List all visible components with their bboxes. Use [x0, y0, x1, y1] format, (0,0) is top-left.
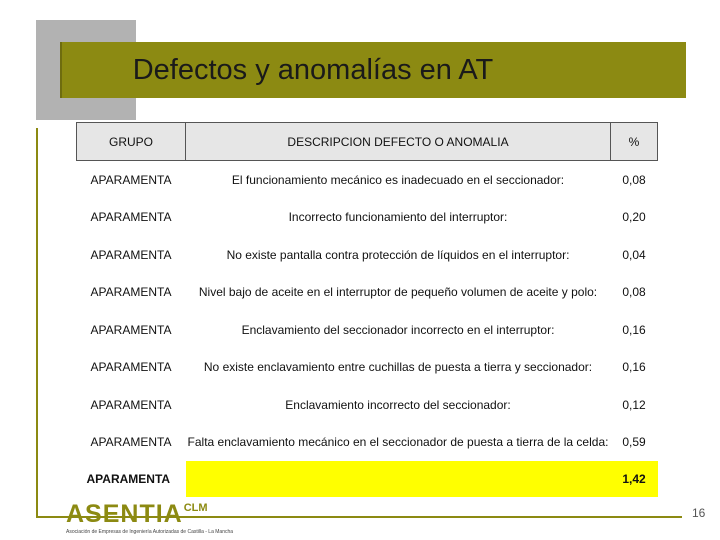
cell-pct: 0,12 [622, 397, 646, 412]
cell-grupo: APARAMENTA [90, 435, 172, 450]
cell-grupo: APARAMENTA [90, 210, 172, 225]
cell-descripcion: Falta enclavamiento mecánico en el seccionador de puesta a tierra de la celda: [187, 435, 609, 450]
cell-pct: 0,16 [622, 360, 646, 375]
table-row [77, 199, 658, 237]
cell-pct: 0,08 [622, 285, 646, 300]
table-header-row [77, 123, 658, 161]
cell-descripcion: Enclavamiento del seccionador incorrecto en el interruptor: [241, 322, 555, 337]
header-descripcion: DESCRIPCION DEFECTO O ANOMALIA [186, 123, 611, 161]
table-row [77, 424, 658, 462]
asentia-logo [66, 500, 208, 529]
cell-descripcion: No existe pantalla contra protección de líquidos en el interruptor: [226, 247, 570, 262]
cell-descripcion: Enclavamiento incorrecto del seccionador: [285, 397, 511, 412]
cell-pct: 0,20 [622, 210, 646, 225]
total-pct: 1,42 [611, 461, 658, 497]
total-blank [186, 461, 611, 497]
slide-title: Defectos y anomalías en AT [132, 53, 494, 86]
cell-grupo: APARAMENTA [90, 247, 172, 262]
cell-grupo: APARAMENTA [90, 172, 172, 187]
table-row [77, 311, 658, 349]
cell-pct: 0,59 [622, 435, 646, 450]
cell-grupo: APARAMENTA [90, 285, 172, 300]
total-row [77, 461, 658, 497]
cell-descripcion: El funcionamiento mecánico es inadecuado en el seccionador: [231, 172, 565, 187]
left-rule [36, 128, 38, 518]
logo-name: ASENTIA [66, 500, 183, 528]
cell-pct: 0,08 [622, 172, 646, 187]
page-number: 16 [692, 506, 706, 520]
cell-grupo: APARAMENTA [90, 360, 172, 375]
table-row [77, 274, 658, 312]
logo-subtitle: Asociación de Empresas de Ingeniería Autorizadas de Castilla - La Mancha [66, 529, 234, 535]
table-row [77, 386, 658, 424]
header-grupo: GRUPO [77, 123, 186, 161]
table-row [77, 236, 658, 274]
cell-descripcion: No existe enclavamiento entre cuchillas de puesta a tierra y seccionador: [203, 360, 593, 375]
defects-table [76, 122, 658, 497]
cell-descripcion: Nivel bajo de aceite en el interruptor de pequeño volumen de aceite y polo: [198, 285, 598, 300]
cell-grupo: APARAMENTA [90, 397, 172, 412]
cell-pct: 0,16 [622, 322, 646, 337]
cell-pct: 0,04 [622, 247, 646, 262]
cell-descripcion: Incorrecto funcionamiento del interruptor: [288, 210, 508, 225]
header-pct: % [611, 123, 658, 161]
logo-superscript: CLM [183, 502, 208, 514]
table-row [77, 161, 658, 199]
table-row [77, 349, 658, 387]
total-grupo: APARAMENTA [86, 472, 171, 486]
cell-grupo: APARAMENTA [90, 322, 172, 337]
